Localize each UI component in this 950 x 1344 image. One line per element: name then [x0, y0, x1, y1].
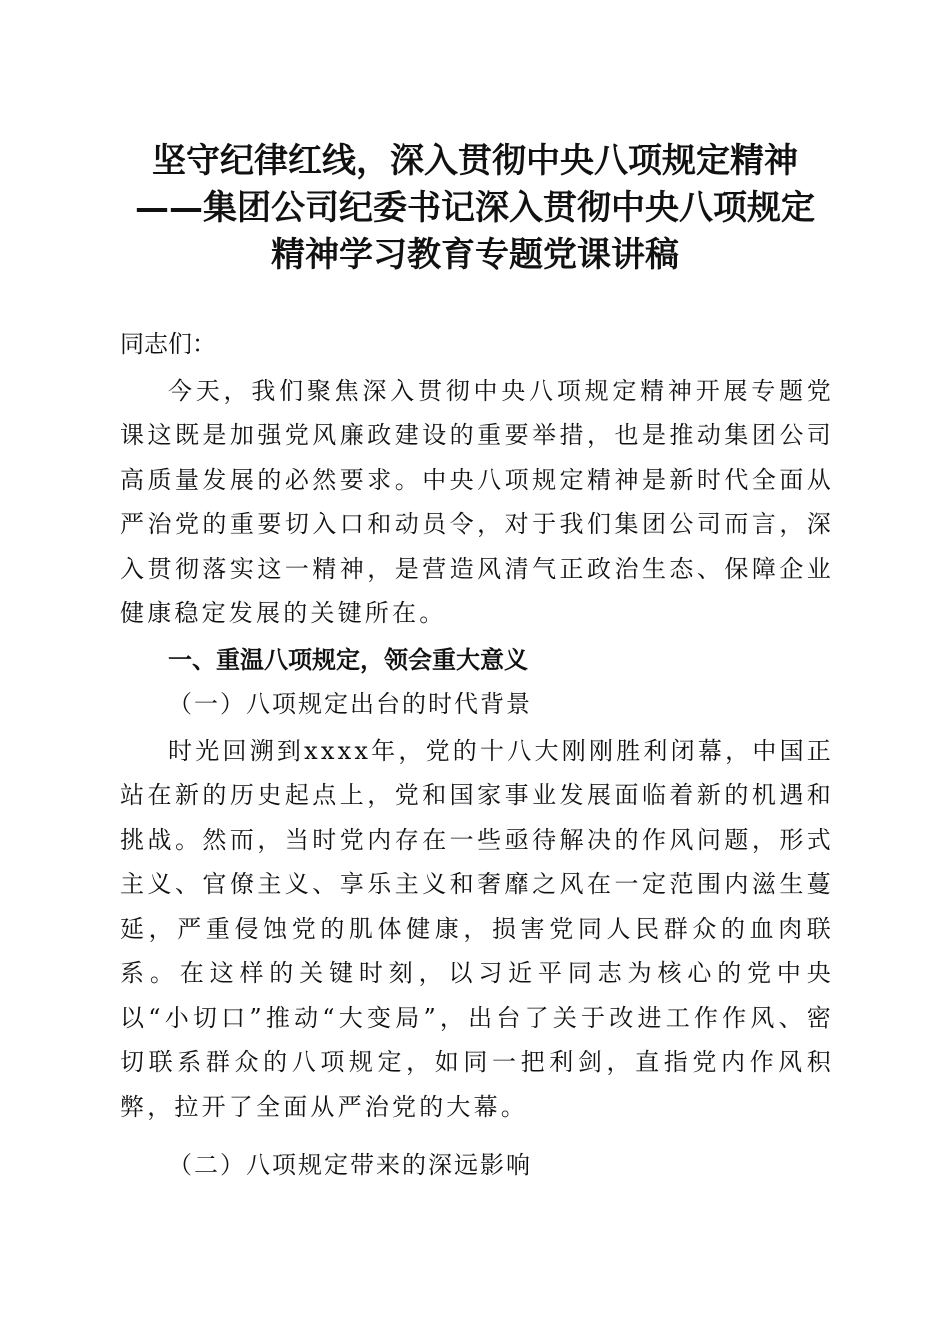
title-line-3: 精神学习教育专题党课讲稿 — [271, 235, 679, 275]
subsection-1-paragraph: 时光回溯到xxxx年，党的十八大刚刚胜利闭幕，中国正站在新的历史起点上，党和国家事业发展面临着新的机遇和挑战。然而，当时党内存在一些亟待解决的作风问题，形式主义、官僚主义、享乐主义和奢靡之风在一定范围内滋生蔓延，严重侵蚀党的肌体健康，损害党同人民群众的血肉联系。在这样的关键时刻，以习近平同志为核心的党中央以“小切口”推动“大变局”，出台了关于改进工作作风、密切联系群众的八项规定，如同一把利剑，直指党内作风积弊，拉开了全面从严治党的大幕。 — [120, 736, 834, 1121]
section-heading-1: 一、重温八项规定，领会重大意义 — [168, 645, 528, 674]
salutation: 同志们： — [120, 330, 216, 358]
subsection-heading-2: （二）八项规定带来的深远影响 — [168, 1151, 532, 1179]
document-title — [100, 138, 850, 279]
document-body — [120, 322, 834, 1188]
intro-paragraph: 今天，我们聚焦深入贯彻中央八项规定精神开展专题党课这既是加强党风廉政建设的重要举措，也是推动集团公司高质量发展的必然要求。中央八项规定精神是新时代全面从严治党的重要切入口和动员令，对于我们集团公司而言，深入贯彻落实这一精神，是营造风清气正政治生态、保障企业健康稳定发展的关键所在。 — [120, 376, 834, 627]
title-line-2: ——集团公司纪委书记深入贯彻中央八项规定 — [135, 188, 815, 228]
subsection-heading-1: （一）八项规定出台的时代背景 — [168, 690, 532, 718]
title-line-1: 坚守纪律红线，深入贯彻中央八项规定精神 — [152, 141, 798, 181]
